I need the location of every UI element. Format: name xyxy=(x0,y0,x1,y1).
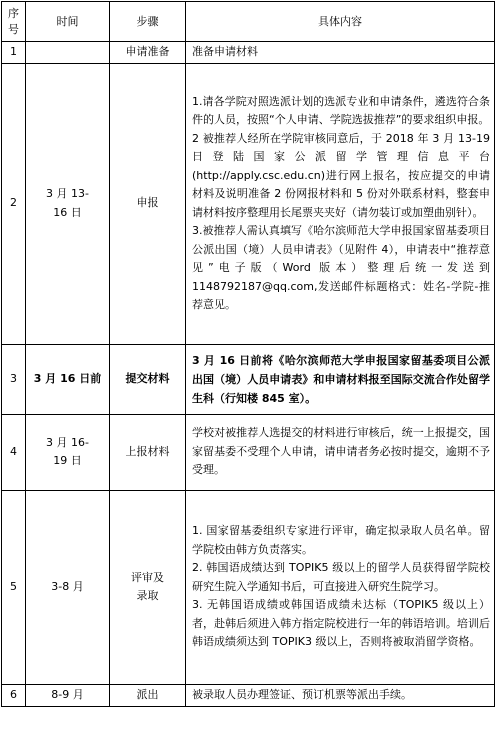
row-step: 申报 xyxy=(110,63,186,344)
content-paragraph: 1.请各学院对照选派计划的选派专业和申请条件，遴选符合条件的人员，按照“个人申请、学院选拔推荐”的要求组织申报。 xyxy=(192,94,490,126)
row-time: 8-9 月 xyxy=(26,684,110,706)
header-time: 时间 xyxy=(26,2,110,42)
row-seq: 2 xyxy=(2,63,26,344)
table-row xyxy=(2,684,495,706)
row-time: 3 月 16-19 日 xyxy=(26,414,110,490)
row-seq: 3 xyxy=(2,344,26,414)
table-row xyxy=(2,414,495,490)
table-row xyxy=(2,42,495,64)
header-step: 步骤 xyxy=(110,2,186,42)
row-seq: 1 xyxy=(2,42,26,64)
table-row xyxy=(2,344,495,414)
content-paragraph: 2 被推荐人经所在学院审核同意后，于 2018 年 3 月 13-19 日登陆国家公派留学管理信息平台(http://apply.csc.edu.cn)进行网上报名，按应提交的申请材料及说明准备 2 份网报材料和 5 份对外联系材料，整套申请材料按序整理用长尾票夹夹好（请勿装订或加塑曲别针）。 xyxy=(192,131,490,219)
table-row xyxy=(2,490,495,684)
row-step: 提交材料 xyxy=(110,344,186,414)
row-content xyxy=(186,490,495,684)
row-step: 评审及录取 xyxy=(110,490,186,684)
row-time: 3-8 月 xyxy=(26,490,110,684)
row-content xyxy=(186,42,495,64)
row-time xyxy=(26,42,110,64)
procedure-table xyxy=(1,1,495,707)
row-seq: 5 xyxy=(2,490,26,684)
row-content xyxy=(186,414,495,490)
row-content xyxy=(186,684,495,706)
row-content xyxy=(186,344,495,414)
row-time: 3 月 13-16 日 xyxy=(26,63,110,344)
table-header-row xyxy=(2,2,495,42)
header-content: 具体内容 xyxy=(186,2,495,42)
content-paragraph: 3. 无韩国语成绩或韩国语成绩未达标（TOPIK5 级以上）者，赴韩后须进入韩方指定院校进行一年的韩语培训。培训后韩语成绩须达到 TOPIK3 级以上，否则将被取消留学资格。 xyxy=(192,598,490,649)
row-content xyxy=(186,63,495,344)
row-step: 申请准备 xyxy=(110,42,186,64)
row-seq: 6 xyxy=(2,684,26,706)
content-paragraph: 准备申请材料 xyxy=(192,45,258,58)
content-paragraph: 1. 国家留基委组织专家进行评审，确定拟录取人员名单。留学院校由韩方负责落实。 xyxy=(192,524,490,556)
row-seq: 4 xyxy=(2,414,26,490)
content-paragraph: 学校对被推荐人选提交的材料进行审核后，统一上报提交，国家留基委不受理个人申请，请申请者务必按时提交，逾期不予受理。 xyxy=(192,426,490,477)
content-paragraph: 被录取人员办理签证、预订机票等派出手续。 xyxy=(192,687,412,701)
content-paragraph: 2. 韩国语成绩达到 TOPIK5 级以上的留学人员获得留学院校研究生院入学通知书后，可直接进入研究生院学习。 xyxy=(192,561,490,593)
content-paragraph: 3.被推荐人需认真填写《哈尔滨师范大学申报国家留基委项目公派出国（境）人员申请表》（见附件 4），申请表中“推荐意见”电子版（Word 版本）整理后统一发送到 1148792187@qq.com,发送邮件标题格式：姓名-学院-推荐意见。 xyxy=(192,224,490,311)
table-row xyxy=(2,63,495,344)
header-seq: 序号 xyxy=(2,2,26,42)
row-time: 3 月 16 日前 xyxy=(26,344,110,414)
row-step: 上报材料 xyxy=(110,414,186,490)
content-paragraph: 3 月 16 日前将《哈尔滨师范大学申报国家留基委项目公派出国（境）人员申请表》和申请材料报至国际交流合作处留学生科（行知楼 845 室）。 xyxy=(192,353,490,405)
row-step: 派出 xyxy=(110,684,186,706)
